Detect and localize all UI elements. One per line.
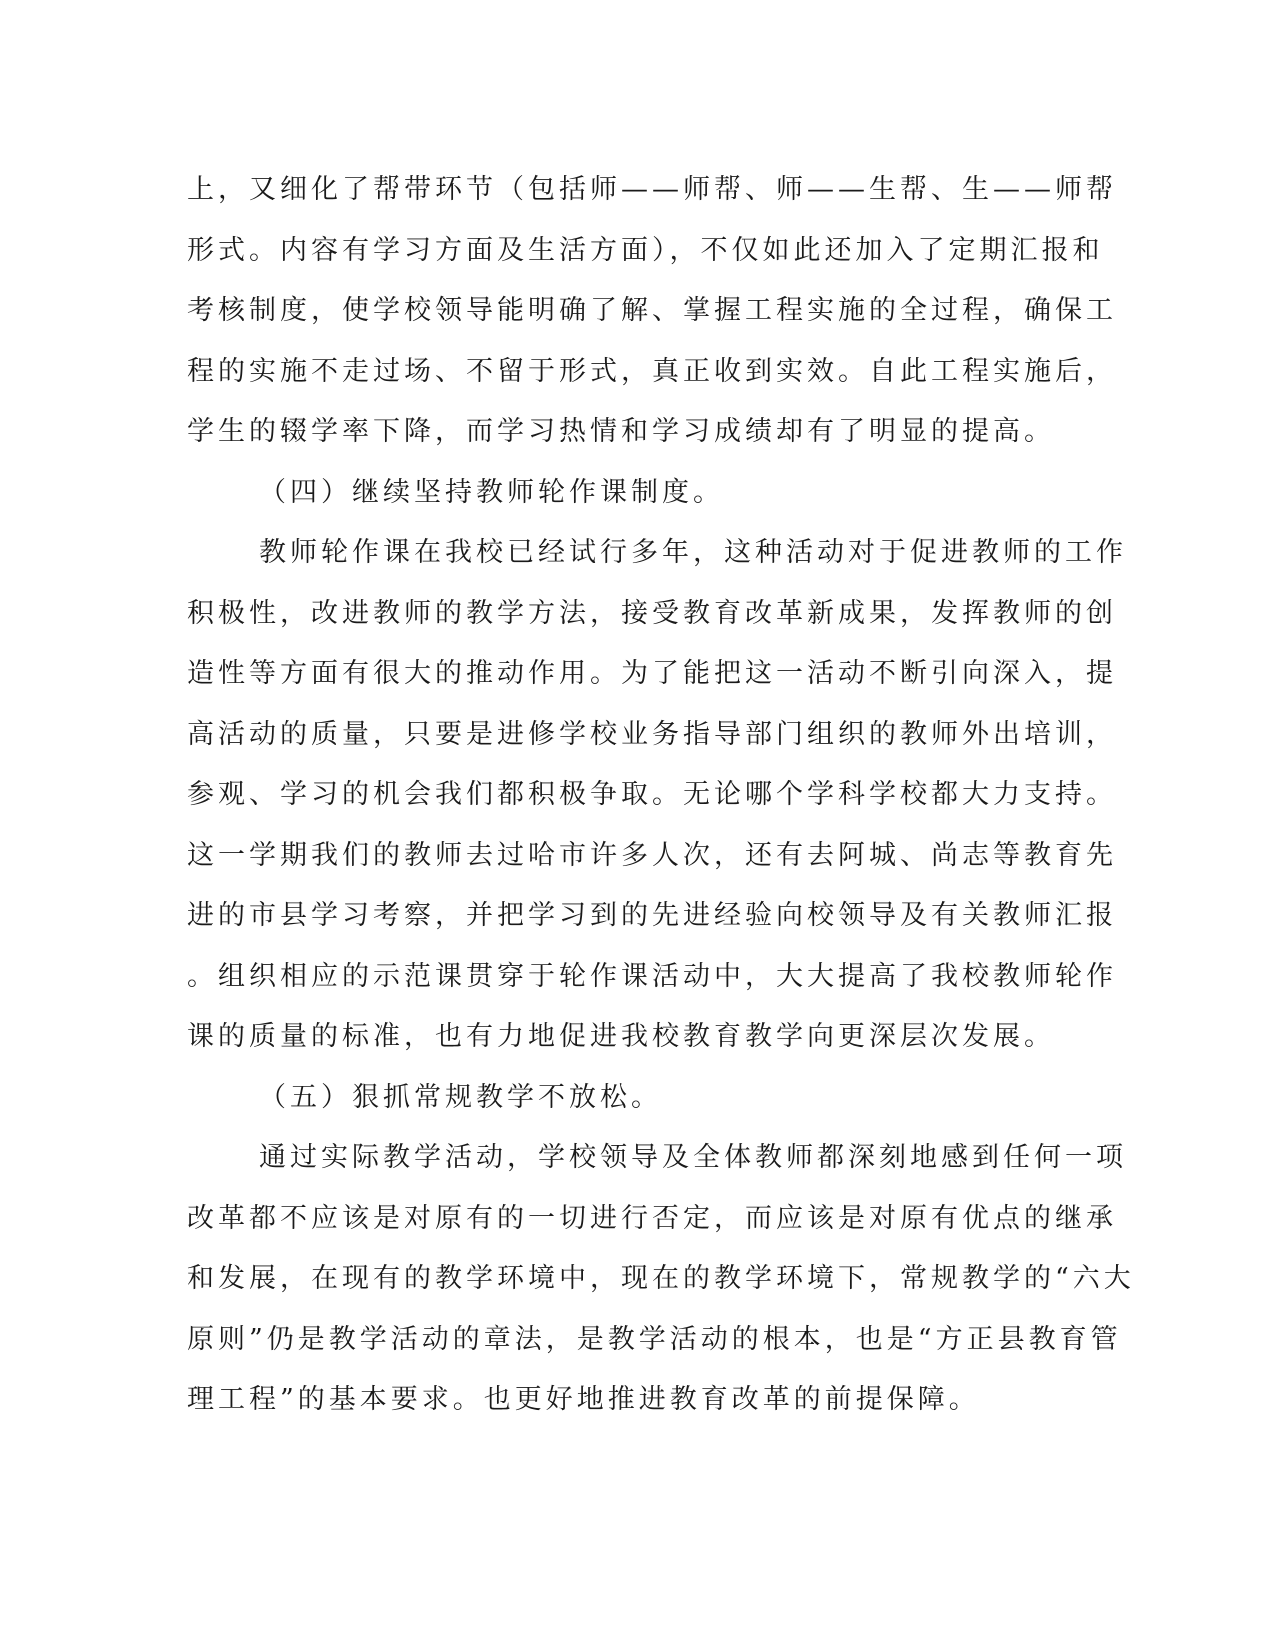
- text-line: 理工程”的基本要求。也更好地推进教育改革的前提保障。: [187, 1384, 980, 1415]
- section-heading: （五）狠抓常规教学不放松。: [259, 1081, 662, 1113]
- text-line: 这一学期我们的教师去过哈市许多人次，还有去阿城、尚志等教育先: [187, 839, 1117, 871]
- paragraph-first-line: 教师轮作课在我校已经试行多年，这种活动对于促进教师的工作: [259, 537, 1127, 568]
- text-line: 造性等方面有很大的推动作用。为了能把这一活动不断引向深入，提: [187, 658, 1117, 689]
- text-line: 改革都不应该是对原有的一切进行否定，而应该是对原有优点的继承: [187, 1202, 1117, 1234]
- text-line: 进的市县学习考察，并把学习到的先进经验向校领导及有关教师汇报: [187, 900, 1117, 931]
- section-heading: （四）继续坚持教师轮作课制度。: [259, 476, 724, 508]
- text-line: 学生的辍学率下降，而学习热情和学习成绩却有了明显的提高。: [187, 416, 1055, 447]
- text-line: 。组织相应的示范课贯穿于轮作课活动中，大大提高了我校教师轮作: [187, 960, 1117, 992]
- text-line: 参观、学习的机会我们都积极争取。无论哪个学科学校都大力支持。: [187, 779, 1117, 810]
- text-line: 考核制度，使学校领导能明确了解、掌握工程实施的全过程，确保工: [187, 295, 1117, 326]
- text-line: 高活动的质量，只要是进修学校业务指导部门组织的教师外出培训，: [187, 718, 1117, 750]
- text-line: 形式。内容有学习方面及生活方面），不仅如此还加入了定期汇报和: [187, 234, 1104, 266]
- text-line: 上，又细化了帮带环节（包括师——师帮、师——生帮、生——师帮: [187, 174, 1117, 205]
- body-text: [187, 160, 1135, 1431]
- text-line: 和发展，在现有的教学环境中，现在的教学环境下，常规教学的“六大: [187, 1263, 1135, 1294]
- paragraph-first-line: 通过实际教学活动，学校领导及全体教师都深刻地感到任何一项: [259, 1142, 1127, 1173]
- text-line: 程的实施不走过场、不留于形式，真正收到实效。自此工程实施后，: [187, 355, 1117, 387]
- text-line: 课的质量的标准，也有力地促进我校教育教学向更深层次发展。: [187, 1021, 1055, 1052]
- text-line: 积极性，改进教师的教学方法，接受教育改革新成果，发挥教师的创: [187, 597, 1117, 629]
- text-line: 原则”仍是教学活动的章法，是教学活动的根本，也是“方正县教育管: [187, 1323, 1122, 1355]
